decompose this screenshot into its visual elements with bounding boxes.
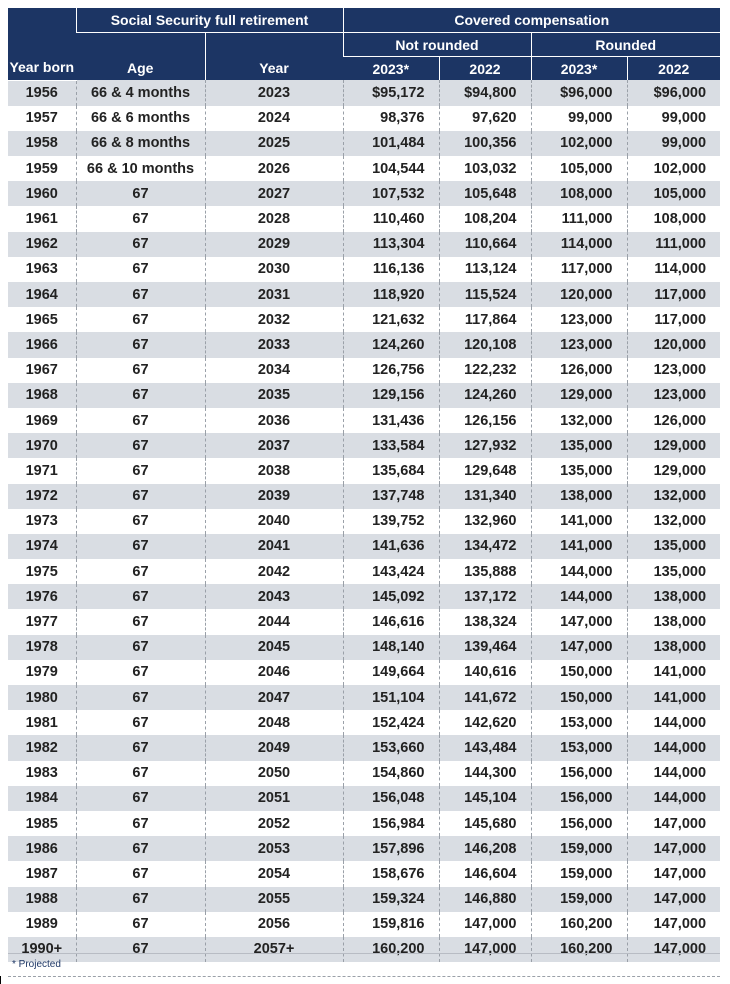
cell-not-rounded-2023: 113,304 [343, 232, 439, 257]
cell-year-born: 1972 [8, 484, 76, 509]
cell-age: 67 [76, 660, 205, 685]
cell-age: 67 [76, 408, 205, 433]
table-row [8, 836, 720, 861]
cell-age: 67 [76, 383, 205, 408]
cell-rounded-2023: 114,000 [531, 232, 627, 257]
cell-rounded-2022: 144,000 [627, 761, 720, 786]
cell-year-born: 1968 [8, 383, 76, 408]
table-row [8, 861, 720, 886]
cell-year-born: 1984 [8, 786, 76, 811]
cell-age: 67 [76, 257, 205, 282]
cell-rounded-2022: $96,000 [627, 80, 720, 106]
cell-rounded-2022: 144,000 [627, 710, 720, 735]
cell-age: 66 & 4 months [76, 80, 205, 106]
cell-not-rounded-2023: 156,984 [343, 811, 439, 836]
cell-not-rounded-2023: 131,436 [343, 408, 439, 433]
cell-age: 67 [76, 181, 205, 206]
table-row [8, 358, 720, 383]
cell-rounded-2023: 160,200 [531, 912, 627, 937]
cell-retirement-year: 2036 [205, 408, 343, 433]
cell-rounded-2022: 129,000 [627, 433, 720, 458]
cell-age: 67 [76, 761, 205, 786]
cell-not-rounded-2023: 116,136 [343, 257, 439, 282]
cell-rounded-2022: 111,000 [627, 232, 720, 257]
cell-not-rounded-2023: 101,484 [343, 131, 439, 156]
table-row [8, 206, 720, 231]
table-row [8, 534, 720, 559]
cell-rounded-2022: 114,000 [627, 257, 720, 282]
table-row [8, 584, 720, 609]
cell-rounded-2023: 138,000 [531, 484, 627, 509]
cell-rounded-2023: 150,000 [531, 660, 627, 685]
cell-rounded-2022: 105,000 [627, 181, 720, 206]
cell-rounded-2023: 159,000 [531, 887, 627, 912]
cell-not-rounded-2023: 149,664 [343, 660, 439, 685]
cell-not-rounded-2022: 97,620 [439, 106, 531, 131]
cell-rounded-2022: 102,000 [627, 156, 720, 181]
cell-rounded-2023: 147,000 [531, 635, 627, 660]
cell-age: 67 [76, 836, 205, 861]
cell-retirement-year: 2024 [205, 106, 343, 131]
cell-retirement-year: 2054 [205, 861, 343, 886]
cell-rounded-2022: 135,000 [627, 559, 720, 584]
cell-rounded-2023: 144,000 [531, 584, 627, 609]
table-header [8, 8, 720, 80]
cell-retirement-year: 2047 [205, 685, 343, 710]
table-row [8, 232, 720, 257]
cell-retirement-year: 2031 [205, 282, 343, 307]
cell-rounded-2023: 159,000 [531, 836, 627, 861]
cell-year-born: 1981 [8, 710, 76, 735]
cell-age: 67 [76, 484, 205, 509]
cell-not-rounded-2022: 135,888 [439, 559, 531, 584]
cell-age: 66 & 6 months [76, 106, 205, 131]
cell-retirement-year: 2048 [205, 710, 343, 735]
cell-year-born: 1956 [8, 80, 76, 106]
cell-not-rounded-2023: 139,752 [343, 509, 439, 534]
cell-year-born: 1959 [8, 156, 76, 181]
cell-retirement-year: 2023 [205, 80, 343, 106]
cell-retirement-year: 2055 [205, 887, 343, 912]
header-not-rounded-2023: 2023* [343, 57, 439, 81]
cell-age: 67 [76, 559, 205, 584]
cell-rounded-2023: 159,000 [531, 861, 627, 886]
table-row [8, 559, 720, 584]
cell-retirement-year: 2030 [205, 257, 343, 282]
table-row [8, 735, 720, 760]
table-row [8, 307, 720, 332]
cell-not-rounded-2022: 110,664 [439, 232, 531, 257]
cell-not-rounded-2023: 157,896 [343, 836, 439, 861]
cell-rounded-2022: 138,000 [627, 609, 720, 634]
footnote-projected: * Projected [12, 959, 61, 970]
cell-retirement-year: 2032 [205, 307, 343, 332]
cell-rounded-2022: 108,000 [627, 206, 720, 231]
cell-rounded-2023: 99,000 [531, 106, 627, 131]
cell-not-rounded-2023: 151,104 [343, 685, 439, 710]
table-row [8, 761, 720, 786]
cell-not-rounded-2023: 154,860 [343, 761, 439, 786]
header-rounded-2022: 2022 [627, 57, 720, 81]
cell-retirement-year: 2046 [205, 660, 343, 685]
cell-rounded-2023: 120,000 [531, 282, 627, 307]
cell-rounded-2022: 126,000 [627, 408, 720, 433]
cell-rounded-2022: 144,000 [627, 786, 720, 811]
cell-rounded-2022: 147,000 [627, 887, 720, 912]
cell-age: 67 [76, 609, 205, 634]
cell-retirement-year: 2053 [205, 836, 343, 861]
cell-retirement-year: 2028 [205, 206, 343, 231]
cell-rounded-2023: 144,000 [531, 559, 627, 584]
header-covered-compensation: Covered compensation [343, 8, 720, 33]
cell-rounded-2022: 147,000 [627, 912, 720, 937]
table-row [8, 887, 720, 912]
table-row [8, 383, 720, 408]
cell-not-rounded-2022: 143,484 [439, 735, 531, 760]
cell-age: 66 & 8 months [76, 131, 205, 156]
cell-retirement-year: 2038 [205, 458, 343, 483]
table-row [8, 181, 720, 206]
cell-rounded-2023: 153,000 [531, 710, 627, 735]
cell-age: 67 [76, 685, 205, 710]
table-row [8, 80, 720, 106]
cell-year-born: 1963 [8, 257, 76, 282]
cell-not-rounded-2023: $95,172 [343, 80, 439, 106]
cell-rounded-2022: 117,000 [627, 307, 720, 332]
cell-rounded-2022: 141,000 [627, 660, 720, 685]
cell-age: 67 [76, 937, 205, 962]
cell-not-rounded-2022: 105,648 [439, 181, 531, 206]
cell-rounded-2023: 135,000 [531, 433, 627, 458]
cell-retirement-year: 2037 [205, 433, 343, 458]
cell-not-rounded-2022: 145,680 [439, 811, 531, 836]
cell-not-rounded-2022: 147,000 [439, 937, 531, 962]
cell-retirement-year: 2029 [205, 232, 343, 257]
cell-retirement-year: 2039 [205, 484, 343, 509]
cell-age: 67 [76, 458, 205, 483]
cell-retirement-year: 2027 [205, 181, 343, 206]
cell-year-born: 1971 [8, 458, 76, 483]
cell-year-born: 1974 [8, 534, 76, 559]
cell-not-rounded-2022: 139,464 [439, 635, 531, 660]
cell-not-rounded-2023: 158,676 [343, 861, 439, 886]
cell-rounded-2023: 123,000 [531, 332, 627, 357]
table-row [8, 458, 720, 483]
cell-retirement-year: 2052 [205, 811, 343, 836]
cell-not-rounded-2023: 98,376 [343, 106, 439, 131]
table-row [8, 433, 720, 458]
cell-not-rounded-2023: 137,748 [343, 484, 439, 509]
cell-year-born: 1987 [8, 861, 76, 886]
cell-rounded-2023: 126,000 [531, 358, 627, 383]
cell-rounded-2023: 141,000 [531, 509, 627, 534]
header-ss-full-retirement: Social Security full retirement [76, 8, 343, 33]
cell-rounded-2023: 153,000 [531, 735, 627, 760]
cell-not-rounded-2023: 110,460 [343, 206, 439, 231]
cell-not-rounded-2022: 120,108 [439, 332, 531, 357]
cell-year-born: 1975 [8, 559, 76, 584]
cell-year-born: 1969 [8, 408, 76, 433]
cell-not-rounded-2022: 115,524 [439, 282, 531, 307]
cell-not-rounded-2023: 141,636 [343, 534, 439, 559]
cell-retirement-year: 2041 [205, 534, 343, 559]
cell-not-rounded-2022: $94,800 [439, 80, 531, 106]
cell-not-rounded-2022: 126,156 [439, 408, 531, 433]
table-row [8, 282, 720, 307]
cell-age: 67 [76, 307, 205, 332]
cell-rounded-2023: 117,000 [531, 257, 627, 282]
cell-rounded-2022: 132,000 [627, 509, 720, 534]
cell-not-rounded-2023: 148,140 [343, 635, 439, 660]
cell-not-rounded-2023: 156,048 [343, 786, 439, 811]
cell-retirement-year: 2040 [205, 509, 343, 534]
table-body [8, 80, 720, 962]
cell-year-born: 1970 [8, 433, 76, 458]
cell-age: 67 [76, 811, 205, 836]
cell-year-born: 1958 [8, 131, 76, 156]
cell-age: 67 [76, 635, 205, 660]
cell-not-rounded-2022: 147,000 [439, 912, 531, 937]
table-row [8, 106, 720, 131]
cell-year-born: 1979 [8, 660, 76, 685]
cell-year-born: 1966 [8, 332, 76, 357]
cell-not-rounded-2022: 145,104 [439, 786, 531, 811]
cell-age: 67 [76, 710, 205, 735]
table-row [8, 257, 720, 282]
cell-age: 67 [76, 232, 205, 257]
cell-not-rounded-2023: 133,584 [343, 433, 439, 458]
cell-rounded-2022: 147,000 [627, 937, 720, 962]
cell-year-born: 1976 [8, 584, 76, 609]
header-rounded-2023: 2023* [531, 57, 627, 81]
cell-rounded-2023: 156,000 [531, 761, 627, 786]
cell-year-born: 1985 [8, 811, 76, 836]
cell-not-rounded-2022: 108,204 [439, 206, 531, 231]
cell-not-rounded-2022: 100,356 [439, 131, 531, 156]
cell-retirement-year: 2035 [205, 383, 343, 408]
cell-rounded-2023: 132,000 [531, 408, 627, 433]
cell-age: 67 [76, 887, 205, 912]
cell-age: 67 [76, 282, 205, 307]
cell-not-rounded-2022: 129,648 [439, 458, 531, 483]
cell-not-rounded-2022: 127,932 [439, 433, 531, 458]
cell-rounded-2023: 111,000 [531, 206, 627, 231]
cell-retirement-year: 2049 [205, 735, 343, 760]
cell-not-rounded-2023: 124,260 [343, 332, 439, 357]
cell-age: 67 [76, 861, 205, 886]
table-row [8, 811, 720, 836]
cell-not-rounded-2022: 142,620 [439, 710, 531, 735]
cell-not-rounded-2022: 131,340 [439, 484, 531, 509]
cell-rounded-2022: 135,000 [627, 534, 720, 559]
cell-rounded-2022: 147,000 [627, 861, 720, 886]
cell-age: 67 [76, 534, 205, 559]
table-row [8, 131, 720, 156]
cell-not-rounded-2022: 140,616 [439, 660, 531, 685]
cell-retirement-year: 2044 [205, 609, 343, 634]
cell-rounded-2022: 138,000 [627, 635, 720, 660]
cell-retirement-year: 2034 [205, 358, 343, 383]
cell-rounded-2023: 102,000 [531, 131, 627, 156]
cell-rounded-2023: 108,000 [531, 181, 627, 206]
table-row [8, 609, 720, 634]
header-year: Year [205, 33, 343, 81]
cell-not-rounded-2023: 121,632 [343, 307, 439, 332]
header-age: Age [76, 33, 205, 81]
cell-not-rounded-2023: 152,424 [343, 710, 439, 735]
cell-year-born: 1983 [8, 761, 76, 786]
cell-year-born: 1986 [8, 836, 76, 861]
table-row [8, 484, 720, 509]
cell-not-rounded-2023: 145,092 [343, 584, 439, 609]
page-edge-mark [0, 976, 1, 984]
header-rounded: Rounded [531, 33, 720, 57]
cell-not-rounded-2022: 146,604 [439, 861, 531, 886]
cell-rounded-2023: 141,000 [531, 534, 627, 559]
cell-retirement-year: 2025 [205, 131, 343, 156]
cell-year-born: 1965 [8, 307, 76, 332]
header-not-rounded: Not rounded [343, 33, 531, 57]
cell-year-born: 1973 [8, 509, 76, 534]
cell-rounded-2022: 144,000 [627, 735, 720, 760]
cell-retirement-year: 2026 [205, 156, 343, 181]
cell-age: 67 [76, 358, 205, 383]
cell-rounded-2023: 123,000 [531, 307, 627, 332]
cell-rounded-2022: 99,000 [627, 131, 720, 156]
cell-age: 67 [76, 332, 205, 357]
cell-not-rounded-2022: 141,672 [439, 685, 531, 710]
cell-not-rounded-2023: 129,156 [343, 383, 439, 408]
cell-rounded-2023: 156,000 [531, 786, 627, 811]
table-row [8, 408, 720, 433]
cell-not-rounded-2023: 135,684 [343, 458, 439, 483]
table-row [8, 710, 720, 735]
table-row [8, 509, 720, 534]
cell-not-rounded-2023: 143,424 [343, 559, 439, 584]
cell-not-rounded-2023: 126,756 [343, 358, 439, 383]
header-year-born: Year born [8, 8, 76, 80]
cell-not-rounded-2023: 160,200 [343, 937, 439, 962]
cell-not-rounded-2023: 159,816 [343, 912, 439, 937]
cell-not-rounded-2023: 159,324 [343, 887, 439, 912]
cell-not-rounded-2022: 138,324 [439, 609, 531, 634]
table-row [8, 912, 720, 937]
cell-year-born: 1982 [8, 735, 76, 760]
cell-age: 67 [76, 735, 205, 760]
cell-not-rounded-2022: 134,472 [439, 534, 531, 559]
table-row [8, 660, 720, 685]
cell-rounded-2023: $96,000 [531, 80, 627, 106]
cell-rounded-2023: 160,200 [531, 937, 627, 962]
cell-retirement-year: 2043 [205, 584, 343, 609]
cell-rounded-2022: 99,000 [627, 106, 720, 131]
covered-compensation-table [8, 8, 720, 962]
cell-year-born: 1964 [8, 282, 76, 307]
cell-rounded-2022: 132,000 [627, 484, 720, 509]
cell-rounded-2022: 138,000 [627, 584, 720, 609]
cell-rounded-2022: 117,000 [627, 282, 720, 307]
cell-age: 67 [76, 584, 205, 609]
cell-rounded-2022: 120,000 [627, 332, 720, 357]
cell-not-rounded-2023: 146,616 [343, 609, 439, 634]
cell-rounded-2023: 135,000 [531, 458, 627, 483]
cell-year-born: 1957 [8, 106, 76, 131]
cell-age: 67 [76, 433, 205, 458]
cell-not-rounded-2022: 124,260 [439, 383, 531, 408]
cell-retirement-year: 2033 [205, 332, 343, 357]
cell-year-born: 1990+ [8, 937, 76, 962]
cell-rounded-2022: 123,000 [627, 358, 720, 383]
cell-not-rounded-2023: 104,544 [343, 156, 439, 181]
cell-year-born: 1960 [8, 181, 76, 206]
cell-year-born: 1980 [8, 685, 76, 710]
cell-age: 67 [76, 786, 205, 811]
table-row [8, 635, 720, 660]
cell-not-rounded-2022: 103,032 [439, 156, 531, 181]
cell-rounded-2023: 156,000 [531, 811, 627, 836]
cell-year-born: 1962 [8, 232, 76, 257]
cell-year-born: 1989 [8, 912, 76, 937]
cell-not-rounded-2022: 132,960 [439, 509, 531, 534]
covered-compensation-table-container [8, 8, 720, 962]
cell-rounded-2023: 129,000 [531, 383, 627, 408]
cell-rounded-2022: 129,000 [627, 458, 720, 483]
cell-age: 66 & 10 months [76, 156, 205, 181]
cell-retirement-year: 2045 [205, 635, 343, 660]
cell-not-rounded-2023: 107,532 [343, 181, 439, 206]
cell-not-rounded-2023: 118,920 [343, 282, 439, 307]
cell-age: 67 [76, 509, 205, 534]
cell-rounded-2022: 123,000 [627, 383, 720, 408]
table-row [8, 156, 720, 181]
cell-retirement-year: 2051 [205, 786, 343, 811]
cell-rounded-2023: 105,000 [531, 156, 627, 181]
cell-retirement-year: 2056 [205, 912, 343, 937]
cell-year-born: 1961 [8, 206, 76, 231]
cell-not-rounded-2022: 144,300 [439, 761, 531, 786]
cell-rounded-2022: 141,000 [627, 685, 720, 710]
table-row [8, 332, 720, 357]
cell-retirement-year: 2042 [205, 559, 343, 584]
cell-rounded-2022: 147,000 [627, 836, 720, 861]
table-row [8, 786, 720, 811]
cell-year-born: 1967 [8, 358, 76, 383]
cell-retirement-year: 2050 [205, 761, 343, 786]
cell-not-rounded-2023: 153,660 [343, 735, 439, 760]
cell-retirement-year: 2057+ [205, 937, 343, 962]
cell-rounded-2023: 150,000 [531, 685, 627, 710]
header-not-rounded-2022: 2022 [439, 57, 531, 81]
cell-year-born: 1978 [8, 635, 76, 660]
cell-not-rounded-2022: 113,124 [439, 257, 531, 282]
cell-year-born: 1988 [8, 887, 76, 912]
cell-year-born: 1977 [8, 609, 76, 634]
cell-age: 67 [76, 912, 205, 937]
cell-age: 67 [76, 206, 205, 231]
footnote-bar [8, 953, 720, 977]
cell-not-rounded-2022: 137,172 [439, 584, 531, 609]
cell-rounded-2023: 147,000 [531, 609, 627, 634]
cell-not-rounded-2022: 146,880 [439, 887, 531, 912]
cell-not-rounded-2022: 122,232 [439, 358, 531, 383]
cell-not-rounded-2022: 146,208 [439, 836, 531, 861]
table-row [8, 685, 720, 710]
cell-not-rounded-2022: 117,864 [439, 307, 531, 332]
cell-rounded-2022: 147,000 [627, 811, 720, 836]
